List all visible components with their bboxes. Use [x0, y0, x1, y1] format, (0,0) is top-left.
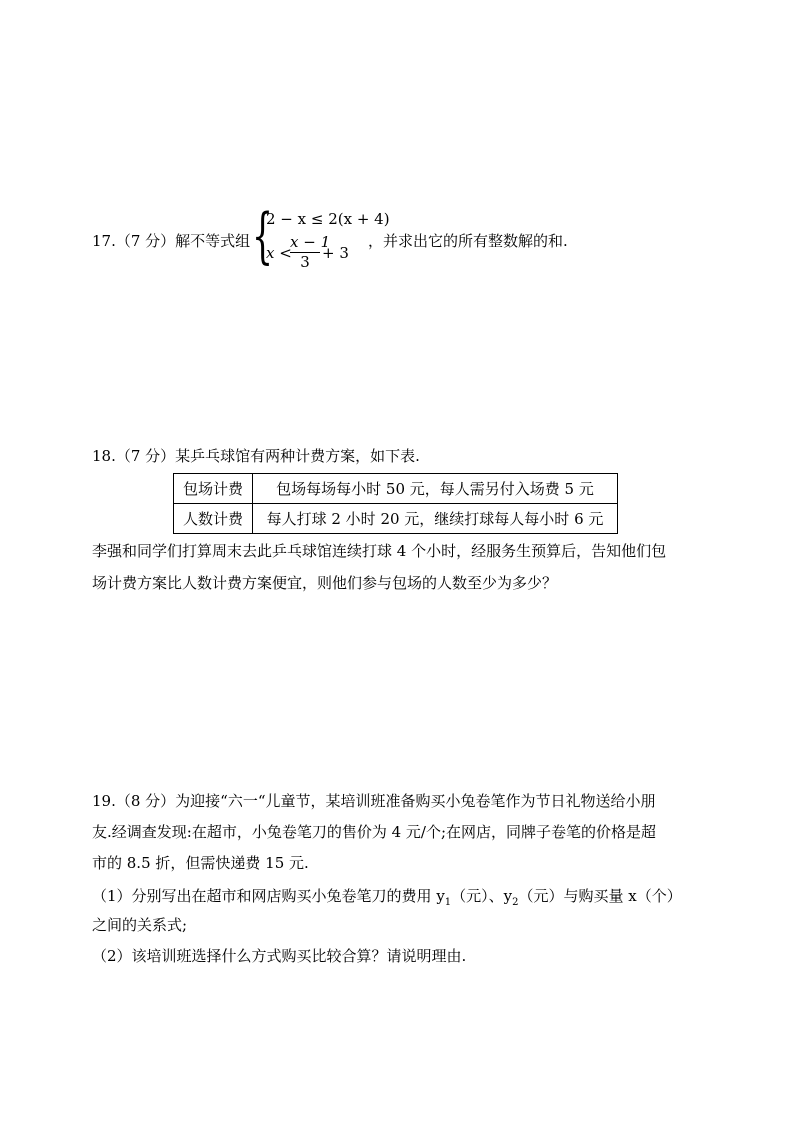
problem-18-text-line-1: 李强和同学们打算周末去此乒乓球馆连续打球 4 个小时，经服务生预算后，告知他们包	[92, 542, 667, 560]
table-row	[174, 474, 618, 504]
problem-18-title: 18.（7 分）某乒乓球馆有两种计费方案，如下表.	[92, 447, 420, 465]
table-cell: 包场每场每小时 50 元，每人需另付入场费 5 元	[253, 474, 618, 504]
inequality-2-fraction	[290, 233, 331, 271]
inequality-2-left: x <	[266, 244, 292, 262]
table-cell: 人数计费	[174, 504, 253, 534]
problem-19-text-line-3: 市的 8.5 折，但需快递费 15 元.	[92, 854, 309, 872]
fraction-denominator: 3	[300, 253, 310, 271]
part-1-text-b: （元）、y	[451, 887, 513, 905]
problem-17-suffix: ，并求出它的所有整数解的和.	[368, 232, 568, 250]
subscript-2: 2	[512, 897, 519, 908]
table-cell: 包场计费	[174, 474, 253, 504]
problem-19-part-1	[92, 886, 682, 913]
fee-table	[173, 473, 618, 534]
problem-19-text-line-2: 友.经调查发现:在超市，小兔卷笔刀的售价为 4 元/个;在网店，同牌子卷笔的价格是超	[92, 823, 657, 841]
table-cell: 每人打球 2 小时 20 元，继续打球每人每小时 6 元	[253, 504, 618, 534]
part-1-text-c: （元）与购买量 x（个）	[518, 887, 682, 905]
problem-19-part-1-cont: 之间的关系式;	[92, 916, 188, 934]
fraction-numerator: x − 1	[290, 233, 331, 251]
subscript-1: 1	[444, 897, 452, 908]
system-brace-icon: {	[252, 201, 274, 271]
part-1-text-a: （1）分别写出在超市和网店购买小兔卷笔刀的费用 y	[92, 887, 445, 905]
problem-18-text-line-2: 场计费方案比人数计费方案便宜，则他们参与包场的人数至少为多少？	[92, 574, 558, 592]
problem-19-text-line-1: 19.（8 分）为迎接“六一“儿童节，某培训班准备购买小兔卷笔作为节日礼物送给小朋	[92, 792, 656, 810]
table-row	[174, 504, 618, 534]
inequality-1: 2 − x ≤ 2(x + 4)	[266, 210, 390, 228]
inequality-2-right: + 3	[322, 244, 349, 262]
problem-19-part-2: （2）该培训班选择什么方式购买比较合算？请说明理由.	[92, 947, 467, 965]
problem-17-prefix: 17.（7 分）解不等式组	[92, 232, 251, 250]
